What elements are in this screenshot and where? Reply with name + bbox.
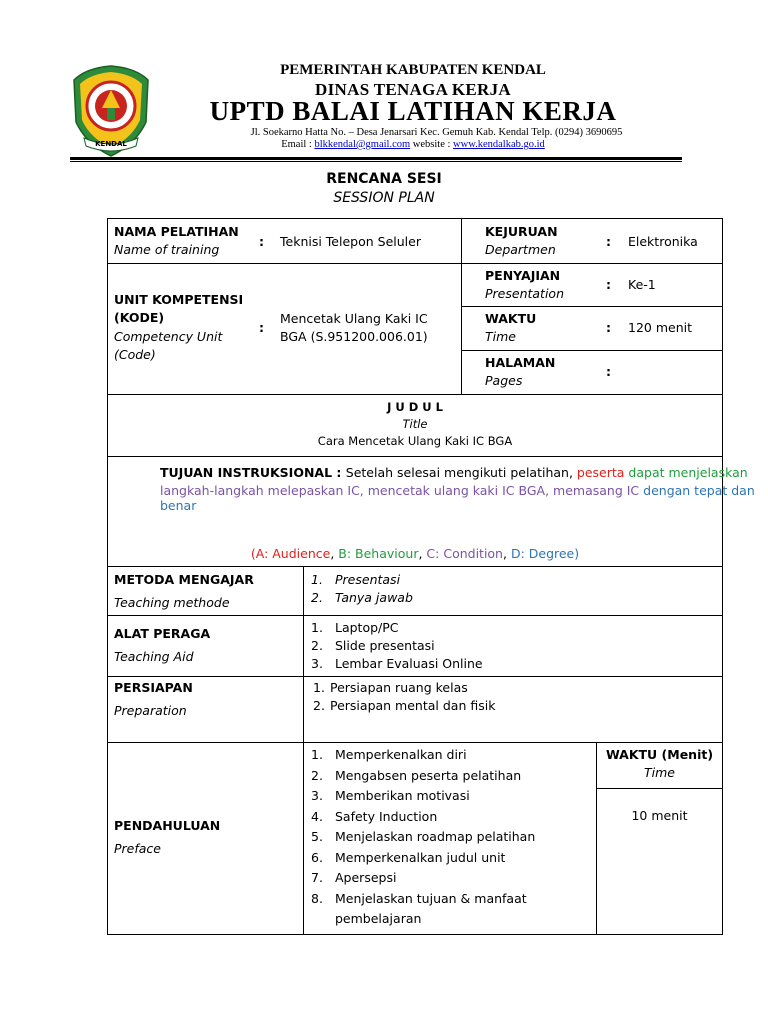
pendahuluan-label: PENDAHULUAN bbox=[114, 818, 221, 833]
list-item: 3. Memberikan motivasi bbox=[311, 788, 470, 803]
judul-value: Cara Mencetak Ulang Kaki IC BGA bbox=[317, 434, 513, 448]
list-item: 2. Mengabsen peserta pelatihan bbox=[311, 767, 522, 783]
list-item-text: pembelajaran bbox=[335, 911, 422, 926]
waktu-label: WAKTU (Menit) bbox=[605, 747, 714, 762]
divider bbox=[461, 218, 462, 394]
header-agency: DINAS TENAGA KERJA bbox=[315, 80, 511, 99]
list-item-text: Laptop/PC bbox=[335, 620, 399, 635]
pages-label: HALAMAN bbox=[485, 355, 556, 370]
tujuan-line-2 bbox=[160, 482, 755, 500]
time-label: WAKTU bbox=[485, 311, 537, 326]
list-item-text: Apersepsi bbox=[335, 870, 397, 885]
metoda-label: METODA MENGAJAR bbox=[114, 572, 254, 587]
unit-label: UNIT KOMPETENSI bbox=[114, 292, 244, 307]
list-item: 2. Slide presentasi bbox=[311, 638, 435, 653]
dept-value: Elektronika bbox=[628, 234, 698, 249]
dept-label-en: Departmen bbox=[485, 242, 556, 257]
alat-list bbox=[311, 619, 483, 673]
legend-condition: C: Condition bbox=[426, 546, 503, 561]
list-item: 8. Menjelaskan tujuan & manfaat bbox=[311, 890, 527, 906]
legend-close: ) bbox=[574, 546, 580, 561]
divider bbox=[107, 394, 723, 395]
email-link[interactable]: blkkendal@gmail.com bbox=[314, 139, 411, 150]
divider bbox=[107, 615, 723, 616]
abcd-legend bbox=[107, 545, 723, 563]
pendahuluan-list bbox=[311, 745, 535, 930]
alat-label-en: Teaching Aid bbox=[114, 649, 194, 664]
list-item: 1. Memperkenalkan diri bbox=[311, 747, 467, 762]
list-item: 2. Persiapan mental dan fisik bbox=[313, 698, 496, 713]
legend-behaviour: B: Behaviour bbox=[338, 546, 419, 561]
tujuan-condition: langkah-langkah melepaskan IC, mencetak ulang kaki IC BGA, memasang IC bbox=[160, 483, 640, 498]
tujuan-sep: : bbox=[332, 465, 346, 480]
tujuan-line-3 bbox=[160, 497, 196, 515]
alat-label: ALAT PERAGA bbox=[114, 626, 211, 641]
header-contact bbox=[0, 139, 768, 150]
legend-audience: A: Audience bbox=[255, 546, 331, 561]
tujuan-line-1 bbox=[160, 464, 748, 482]
training-value: Teknisi Telepon Seluler bbox=[280, 234, 421, 249]
list-item: 1. Presentasi bbox=[311, 572, 401, 587]
training-label: NAMA PELATIHAN bbox=[114, 224, 239, 239]
list-item-text: Memperkenalkan diri bbox=[335, 747, 467, 762]
judul-label: J U D U L bbox=[387, 400, 443, 414]
list-item-text: Tanya jawab bbox=[335, 590, 413, 605]
header-address: Jl. Soekarno Hatta No. – Desa Jenarsari Kec. Gemuh Kab. Kendal Telp. (0294) 3690695 bbox=[250, 127, 623, 138]
colon: : bbox=[606, 364, 611, 379]
tujuan-audience: peserta bbox=[576, 465, 625, 480]
training-label-en: Name of training bbox=[114, 242, 220, 257]
tujuan-degree: dengan tepat dan bbox=[639, 483, 755, 498]
judul-label-en: Title bbox=[402, 417, 428, 431]
tujuan-label: TUJUAN INSTRUKSIONAL bbox=[160, 465, 333, 480]
divider bbox=[461, 263, 723, 264]
divider bbox=[107, 456, 723, 457]
presentation-label-en: Presentation bbox=[485, 286, 564, 301]
divider bbox=[107, 566, 723, 567]
list-item: 3. Lembar Evaluasi Online bbox=[311, 656, 483, 671]
divider bbox=[303, 566, 304, 935]
list-item-text: Persiapan mental dan fisik bbox=[330, 698, 496, 713]
colon: : bbox=[606, 234, 611, 249]
legend-open: ( bbox=[250, 546, 256, 561]
colon: : bbox=[259, 320, 264, 335]
website-label: website : bbox=[410, 139, 454, 150]
divider bbox=[107, 742, 723, 743]
time-label-en: Time bbox=[485, 329, 516, 344]
colon: : bbox=[606, 277, 611, 292]
list-item-text: Presentasi bbox=[335, 572, 401, 587]
list-item: 1. Persiapan ruang kelas bbox=[313, 680, 468, 695]
presentation-value: Ke-1 bbox=[628, 277, 656, 292]
unit-value: Mencetak Ulang Kaki IC bbox=[280, 311, 428, 326]
list-item-text: Slide presentasi bbox=[335, 638, 435, 653]
list-item: 5. Menjelaskan roadmap pelatihan bbox=[311, 829, 536, 844]
legend-comma: , bbox=[330, 546, 339, 561]
divider bbox=[461, 350, 723, 351]
list-item-text: Memperkenalkan judul unit bbox=[335, 849, 506, 865]
list-item: 7. Apersepsi bbox=[311, 870, 397, 885]
persiapan-list bbox=[313, 679, 495, 715]
list-item: 2. Tanya jawab bbox=[311, 590, 413, 605]
waktu-value: 10 menit bbox=[631, 808, 688, 823]
unit-label-code: (KODE) bbox=[114, 310, 165, 325]
list-item-continuation bbox=[311, 909, 535, 930]
legend-degree: D: Degree bbox=[510, 546, 575, 561]
list-item-text: Persiapan ruang kelas bbox=[330, 680, 468, 695]
waktu-label-en: Time bbox=[644, 765, 675, 780]
doc-title: RENCANA SESI bbox=[326, 171, 442, 187]
unit-value-code: BGA (S.951200.006.01) bbox=[280, 329, 428, 344]
metoda-list bbox=[311, 571, 413, 607]
colon: : bbox=[606, 320, 611, 335]
list-item: 4. Safety Induction bbox=[311, 808, 438, 824]
list-item-text: Lembar Evaluasi Online bbox=[335, 656, 483, 671]
legend-comma: , bbox=[418, 546, 427, 561]
divider bbox=[107, 676, 723, 677]
list-item-text: Safety Induction bbox=[335, 808, 438, 824]
divider bbox=[596, 788, 723, 789]
list-item-text: Menjelaskan tujuan & manfaat bbox=[335, 890, 527, 906]
pages-label-en: Pages bbox=[485, 373, 523, 388]
email-label: Email : bbox=[281, 139, 315, 150]
time-value: 120 menit bbox=[628, 320, 692, 335]
list-item: 6. Memperkenalkan judul unit bbox=[311, 849, 506, 865]
header-rule-thin bbox=[70, 161, 682, 162]
header-institution: UPTD BALAI LATIHAN KERJA bbox=[209, 96, 617, 126]
unit-label-en-code: (Code) bbox=[114, 347, 156, 362]
list-item: 1. Laptop/PC bbox=[311, 620, 399, 635]
legend-comma: , bbox=[502, 546, 511, 561]
metoda-label-en: Teaching methode bbox=[114, 595, 230, 610]
list-item-text: Mengabsen peserta pelatihan bbox=[335, 767, 522, 783]
pendahuluan-label-en: Preface bbox=[114, 841, 161, 856]
list-item-text: Memberikan motivasi bbox=[335, 788, 470, 803]
tujuan-degree-cont: benar bbox=[160, 498, 197, 513]
logo-text: KENDAL bbox=[95, 140, 127, 148]
unit-label-en: Competency Unit bbox=[114, 329, 223, 344]
header-government: PEMERINTAH KABUPATEN KENDAL bbox=[280, 62, 546, 78]
divider bbox=[461, 306, 723, 307]
colon: : bbox=[259, 234, 264, 249]
persiapan-label: PERSIAPAN bbox=[114, 680, 193, 695]
persiapan-label-en: Preparation bbox=[114, 703, 187, 718]
doc-subtitle: SESSION PLAN bbox=[333, 190, 435, 206]
tujuan-behaviour: dapat menjelaskan bbox=[624, 465, 748, 480]
dept-label: KEJURUAN bbox=[485, 224, 558, 239]
list-item-text: Menjelaskan roadmap pelatihan bbox=[335, 829, 536, 844]
header-rule-thick bbox=[70, 157, 682, 160]
presentation-label: PENYAJIAN bbox=[485, 268, 561, 283]
divider bbox=[107, 263, 461, 264]
tujuan-text: Setelah selesai mengikuti pelatihan, bbox=[345, 465, 577, 480]
website-link[interactable]: www.kendalkab.go.id bbox=[453, 139, 545, 150]
